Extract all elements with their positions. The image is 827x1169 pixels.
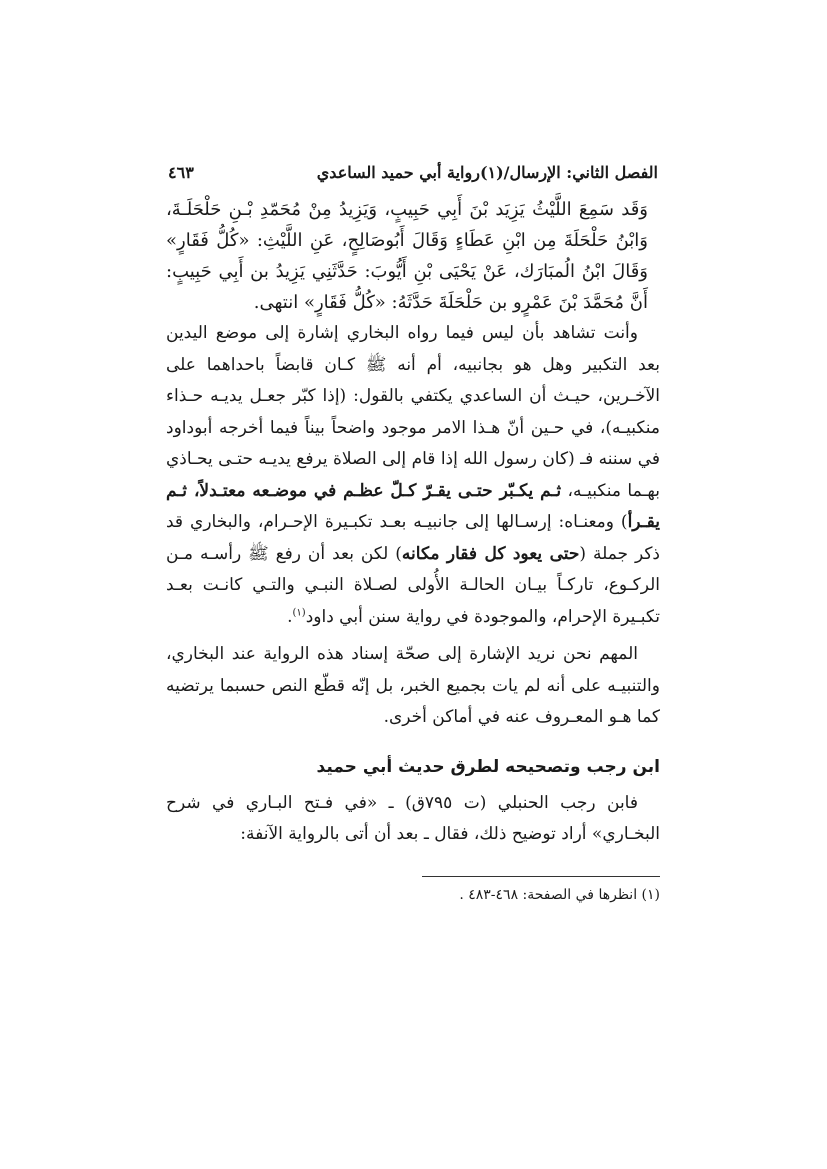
paragraph-3: فابن رجب الحنبلي (ت ٧٩٥ق) ـ «في فـتح البـاري في شرح البخـاري» أراد توضيح ذلك، فقال ـ بعد أن أتى بالرواية الآنفة: (166, 792, 660, 844)
section-title: ابن رجب وتصحيحه لطرق حديث أبي حميد (316, 756, 660, 777)
footnote-reference: (١) (292, 606, 306, 618)
body-text (166, 194, 660, 851)
paragraph-1-end: . (287, 606, 293, 627)
paragraph-1-part-2: ) ومعنـاه: إرسـالها إلى جانبيـه بعـد تكبـيرة الإحـرام، والبخاري قد ذكر جملة ( (166, 512, 661, 564)
quoted-line-3: وَقَالَ ابْنُ الُمبَارَك، عَنْ يَحْيَى بْنِ أَيُّوبَ: حَدَّثَنِي يَزِيدُ بن أَبِي حَبِيبٍ: (166, 261, 648, 282)
page-number: ٤٦٣ (168, 162, 194, 182)
paragraph-1-bold-1: ثـم يكـبّر حتـى يقـرّ كـلّ عظـم في موضـعه معتـدلاً، ثـم يقـرأ (166, 480, 660, 532)
quoted-line-2: وَابْنُ حَلْحَلَةَ مِن ابْنِ عَطَاءٍ وَقَالَ أَبُوصَالِحٍ، عَنِ اللَّيْثِ: «كُلُّ فَقَارٍ» (166, 230, 649, 251)
footnote-divider (422, 876, 660, 877)
paragraph-1-part-3: ) لكن بعد أن رفع ﷺ رأسـه مـن الركـوع، تاركـاً بيـان الحالـة الأُولى لصـلاة النبـي والتـي كانـت بعـد تكبـيرة الإحرام، والموجودة في رواية سنن أبي داود (166, 543, 660, 627)
footnote: (١) انظرها في الصفحة: ٤٦٨-٤٨٣ . (459, 887, 660, 903)
paragraph-1 (166, 318, 660, 633)
paragraph-1-part-1: وأنت تشاهد بأن ليس فيما رواه البخاري إشارة إلى موضع اليدين بعد التكبير وهل هو بجانبيه، أم أنه ﷺ كـان قابضاً باحداهما على الآخـرين، حيـث أن الساعدي يكتفي بالقول: (إذا كبّر جعـل يديـه حـذاء منكبيـه)، في حـين أنّ هـذا الامر موجود واضحاً بيناً فيما أخرجه أبوداود في سننه فـ (كان رسول الله إذا قام إلى الصلاة يرفع يديـه حتـى يحـاذي بهـما منكبيـه، (166, 323, 660, 501)
quoted-line-4: أَنَّ مُحَمَّدَ بْنَ عَمْرٍو بن حَلْحَلَةَ حَدَّثَهُ: «كُلُّ فَقَارٍ» انتهى. (253, 292, 648, 313)
running-title: الفصل الثاني: الإرسال/(١)رواية أبي حميد الساعدي (316, 162, 658, 182)
paragraph-2: المهم نحن نريد الإشارة إلى صحّة إسناد هذه الرواية عند البخاري، والتنبيـه على أنه لم يات بجميع الخبر، بل إنّه قطّع النص حسبما يرتضيه كما هـو المعـروف عنه في أماكن أخرى. (166, 644, 660, 727)
paragraph-1-bold-2: حتى يعود كل فقار مكانه (401, 543, 580, 564)
quoted-line-1: وَقَد سَمِعَ اللَّيْثُ يَزِيَد بْنَ أَبِي حَبِيبٍ، وَيَزِيدُ مِنْ مُحَمّدِ بْـنِ حَلْحَلَـةَ، (166, 199, 648, 220)
page-header (168, 157, 658, 187)
